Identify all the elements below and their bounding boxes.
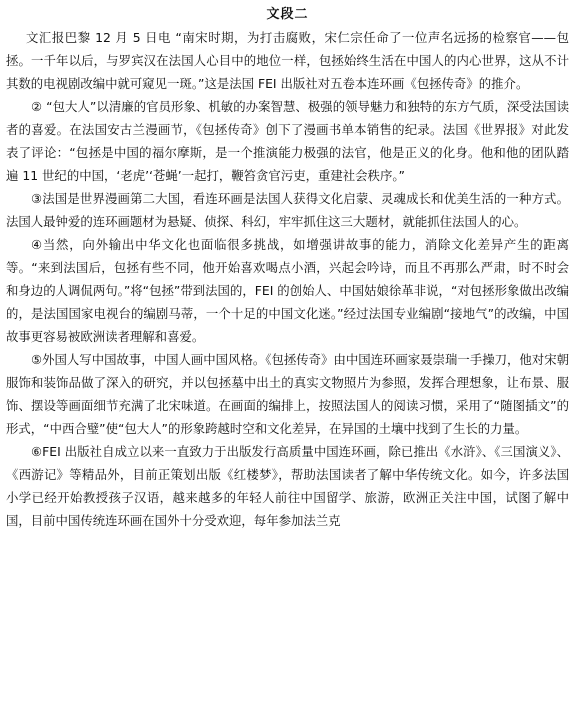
paragraph-1: 文汇报巴黎 12 月 5 日电 “南宋时期，为打击腐败，宋仁宗任命了一位声名远扬的检察官——包拯。一千年以后，与罗宾汉在法国人心目中的地位一样，包拯始终生活在中国人的内心世界，这从不计其数的电视剧改编中就可窥见一斑。”这是法国 FEI 出版社对五卷本连环画《包拯传奇》的推介。 <box>6 30 569 91</box>
paragraph-5: ⑤外国人写中国故事，中国人画中国风格。《包拯传奇》由中国连环画家聂崇瑞一手操刀，他对宋朝服饰和装饰品做了深入的研究，并以包拯墓中出土的真实文物照片为参照，发挥合理想象，让布景、服饰、摆设等画面细节充满了北宋味道。在画面的编排上，按照法国人的阅读习惯，采用了“随图插文”的形式，“中西合璧”使“包大人”的形象跨越时空和文化差异，在异国的土壤中找到了生长的力量。 <box>6 352 569 436</box>
paragraph-2: ② “包大人”以清廉的官员形象、机敏的办案智慧、极强的领导魅力和独特的东方气质，深受法国读者的喜爱。在法国安古兰漫画节，《包拯传奇》创下了漫画书单本销售的纪录。法国《世界报》对此发表了评论：“包拯是中国的福尔摩斯，是一个推演能力极强的法官，他是正义的化身。他和他的团队踏遍 11 世纪的中国，‘老虎’‘苍蝇’一起打，鞭笞贪官污吏，重建社会秩序。” <box>6 99 569 183</box>
paragraph-3: ③法国是世界漫画第二大国，看连环画是法国人获得文化启蒙、灵魂成长和优美生活的一种方式。法国人最钟爱的连环画题材为悬疑、侦探、科幻，牢牢抓住这三大题材，就能抓住法国人的心。 <box>6 191 569 229</box>
paragraph-4: ④当然，向外输出中华文化也面临很多挑战，如增强讲故事的能力，消除文化差异产生的距离等。“来到法国后，包拯有些不同，他开始喜欢喝点小酒，兴起会吟诗，而且不再那么严肃，时不时会和身边的人调侃两句。”将“包拯”带到法国的，FEI 的创始人、中国姑娘徐革非说，“对包拯形象做出改编的，是法国国家电视台的编剧马蒂，一个十足的中国文化迷。”经过法国专业编剧“接地气”的改编，中国故事更容易被欧洲读者理解和喜爱。 <box>6 237 569 344</box>
document-title: 文段二 <box>266 7 309 22</box>
paragraph-6: ⑥FEI 出版社自成立以来一直致力于出版发行高质量中国连环画，除已推出《水浒》、《三国演义》、《西游记》等精品外，目前正策划出版《红楼梦》，帮助法国读者了解中华传统文化。如今，许多法国小学已经开始教授孩子汉语，越来越多的年轻人前往中国留学、旅游，欧洲正关注中国，试图了解中国，目前中国传统连环画在国外十分受欢迎，每年参加法兰克 <box>6 444 569 528</box>
document <box>6 4 569 532</box>
